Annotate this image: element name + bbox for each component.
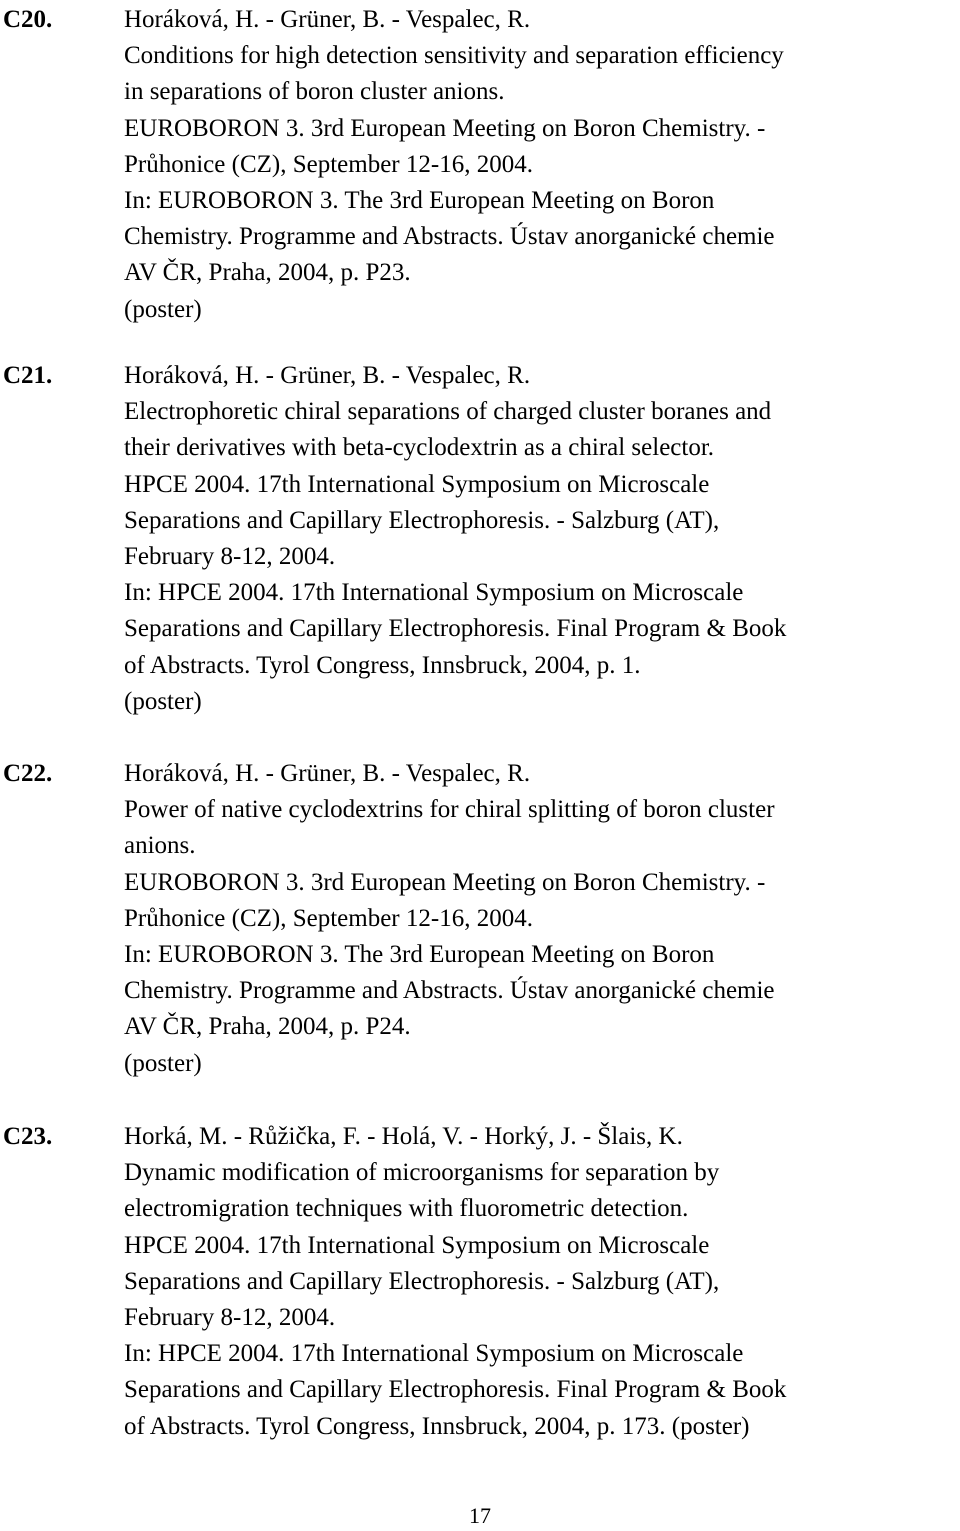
entry-source: In: EUROBORON 3. The 3rd European Meeting on Boron [124,186,715,214]
entry-event: Separations and Capillary Electrophoresis. - Salzburg (AT), [124,1267,720,1295]
entry-authors: Horká, M. - Růžička, F. - Holá, V. - Horký, J. - Šlais, K. [124,1123,683,1150]
entry-event: February 8-12, 2004. [124,542,336,570]
entry-type: (poster) [124,295,202,323]
entry-title: Power of native cyclodextrins for chiral splitting of boron cluster [124,796,775,824]
entry-source: Chemistry. Programme and Abstracts. Ústav anorganické chemie [124,977,775,1005]
entry-title: Dynamic modification of microorganisms for separation by [124,1159,720,1187]
entry-source: Separations and Capillary Electrophoresis. Final Program & Book [124,1376,787,1404]
entry-event: HPCE 2004. 17th International Symposium on Microscale [124,1231,710,1259]
entry-event: HPCE 2004. 17th International Symposium on Microscale [124,470,710,498]
entry-text [124,756,960,1082]
entry-type: (poster) [124,687,202,715]
entry-event: Průhonice (CZ), September 12-16, 2004. [124,904,533,932]
entry-source: of Abstracts. Tyrol Congress, Innsbruck, 2004, p. 1. [124,651,641,679]
entry-authors: Horáková, H. - Grüner, B. - Vespalec, R. [124,760,531,787]
entry-title: Conditions for high detection sensitivity and separation efficiency [124,42,784,70]
entry-text [124,358,960,720]
entry-event: Separations and Capillary Electrophoresis. - Salzburg (AT), [124,506,720,534]
entry-event: Průhonice (CZ), September 12-16, 2004. [124,150,533,178]
entry-text [124,1119,960,1445]
entry-title: anions. [124,832,196,860]
entry-event: EUROBORON 3. 3rd European Meeting on Boron Chemistry. - [124,868,766,896]
entry-number: C20. [3,6,53,33]
entry-title: electromigration techniques with fluorometric detection. [124,1195,689,1223]
entry-title: Electrophoretic chiral separations of charged cluster boranes and [124,398,772,426]
entry-source: In: HPCE 2004. 17th International Symposium on Microscale [124,579,744,607]
entry-title: their derivatives with beta-cyclodextrin as a chiral selector. [124,434,715,462]
entry-title: in separations of boron cluster anions. [124,78,505,106]
entry-source: In: EUROBORON 3. The 3rd European Meeting on Boron [124,940,715,968]
entry-number: C22. [3,760,53,787]
page-number: 17 [469,1503,491,1528]
entry-source: Separations and Capillary Electrophoresis. Final Program & Book [124,615,787,643]
entry-type: (poster) [124,1049,202,1077]
entry-source: Chemistry. Programme and Abstracts. Ústav anorganické chemie [124,223,775,251]
entry-authors: Horáková, H. - Grüner, B. - Vespalec, R. [124,362,531,389]
entry-text [124,2,960,328]
entry-event: EUROBORON 3. 3rd European Meeting on Boron Chemistry. - [124,114,766,142]
entry-source: AV ČR, Praha, 2004, p. P23. [124,259,411,287]
entry-authors: Horáková, H. - Grüner, B. - Vespalec, R. [124,6,531,33]
entry-number: C23. [3,1123,53,1150]
entry-source: In: HPCE 2004. 17th International Symposium on Microscale [124,1340,744,1368]
entry-source: AV ČR, Praha, 2004, p. P24. [124,1013,411,1041]
entry-source: of Abstracts. Tyrol Congress, Innsbruck, 2004, p. 173. (poster) [124,1412,750,1440]
entry-number: C21. [3,362,53,389]
entry-event: February 8-12, 2004. [124,1303,336,1331]
